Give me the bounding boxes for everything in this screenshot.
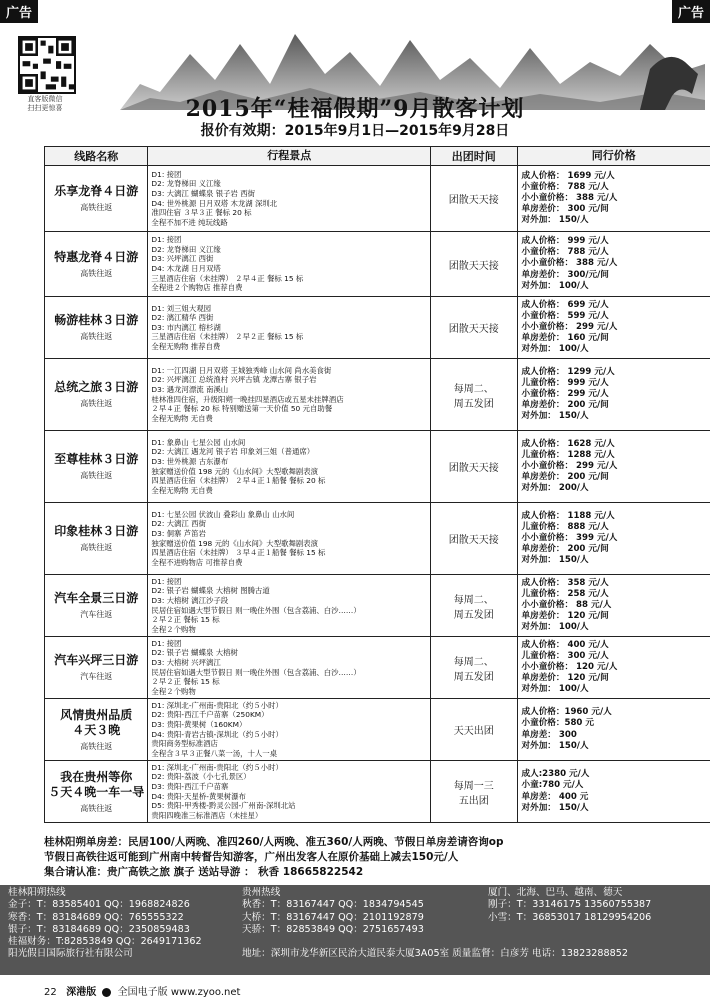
- table-row: [45, 166, 710, 232]
- price-line: 对外加： 100/人: [521, 684, 589, 695]
- route-transport: 汽车往返: [80, 672, 113, 681]
- price-line: 小小童价格： 299 元/人: [521, 460, 618, 471]
- departure-text: 每周二、: [453, 594, 494, 606]
- table-row: [45, 359, 710, 431]
- itinerary-line: 全程２个购物: [151, 624, 196, 634]
- route-name-cell: [45, 359, 148, 431]
- route-name-cell: [45, 166, 148, 232]
- price-line: 单房差价： 300/元/间: [521, 269, 609, 280]
- header-itinerary: 行程景点: [148, 147, 431, 166]
- departure-text: 团散天天接: [448, 260, 499, 272]
- contact-line: 天骄：T：82853849 QQ：2751657493: [242, 923, 424, 935]
- route-transport: 高铁往返: [80, 543, 113, 552]
- itinerary-line: 民居住宿如遇大型节假日 则一晚住外围（包含荔浦、白沙……）: [151, 605, 361, 615]
- itinerary-line: D3: 侗寨 芦笛岩: [151, 528, 206, 538]
- departure-text: 团散天天接: [448, 195, 499, 206]
- price-line: 成人:2380 元/人: [521, 769, 590, 780]
- price-line: 儿童价格： 300 元/人: [521, 650, 609, 661]
- validity-period: 报价有效期：2015年9月1日—2015年9月28日: [200, 123, 510, 139]
- route-name: 汽车兴坪三日游: [54, 653, 139, 667]
- header-route-name: 线路名称: [45, 147, 148, 166]
- page-footer: [44, 983, 240, 998]
- itinerary-line: 四星酒店住宿（未挂牌） ２早４正１船餐 餐标 20 标: [151, 476, 326, 486]
- itinerary-line: 全程不加不进 纯玩线路: [151, 217, 228, 227]
- ad-tag-right: 广告: [672, 0, 710, 23]
- price-line: 成人价格：1960 元/人: [521, 707, 612, 718]
- route-name-cell: [45, 637, 148, 699]
- price-cell: [517, 637, 710, 699]
- itinerary-cell: [148, 359, 431, 431]
- itinerary-line: D1: 接团: [151, 169, 182, 179]
- itinerary-line: D2: 漓江精华 西街: [151, 313, 214, 323]
- departure-cell: [431, 359, 517, 431]
- departure-cell: [431, 503, 517, 575]
- price-line: 小童价格： 299 元/人: [521, 388, 609, 399]
- itinerary-line: 准四住宿 ３早３正 餐标 20 标: [151, 208, 252, 218]
- itinerary-line: 全程进２个购物店 推荐自费: [151, 283, 243, 293]
- itinerary-line: 全程无购物 无自费: [151, 413, 213, 423]
- route-name: 总统之旅３日游: [54, 380, 139, 394]
- price-line: 单房差价： 200 元/间: [521, 400, 609, 411]
- price-cell: [517, 699, 710, 761]
- page-number: 22: [44, 987, 57, 998]
- price-line: 儿童价格： 888 元/人: [521, 521, 609, 532]
- table-row: [45, 637, 710, 699]
- price-line: 单房差价： 200 元/间: [521, 472, 609, 483]
- itinerary-line: D2: 银子岩 蝴蝶泉 大榕树 图腾古道: [151, 586, 270, 596]
- table-row: [45, 575, 710, 637]
- route-name: 印象桂林３日游: [54, 524, 139, 538]
- page-title: 2015年“桂福假期”9月散客计划: [185, 96, 525, 122]
- departure-text: 五出团: [458, 795, 489, 807]
- price-line: 小小童价格： 88 元/人: [521, 599, 612, 610]
- price-line: 小小童价格： 399 元/人: [521, 532, 618, 543]
- route-name: 乐享龙脊４日游: [54, 184, 139, 198]
- itinerary-line: D2: 兴坪漓江 总统渔村 兴坪古镇 龙潭古寨 银子岩: [151, 375, 317, 385]
- itinerary-line: D3: 贵阳-黄果树（160KM）: [151, 719, 247, 729]
- price-line: 对外加： 150/人: [521, 740, 589, 751]
- departure-text: 周五发团: [453, 609, 494, 621]
- price-line: 成人价格： 1188 元/人: [521, 510, 615, 521]
- itinerary-line: 全程不进购物店 可推荐自费: [151, 557, 243, 567]
- contact-line: 刚子：T：33146175 13560755387: [488, 899, 652, 911]
- price-line: 小小童价格： 299 元/人: [521, 321, 618, 332]
- price-cell: [517, 503, 710, 575]
- note-line: 桂林阳朔单房差：民居100/人两晚、准四260/人两晚、准五360/人两晚、节假日单房差请咨询op: [44, 836, 504, 848]
- departure-cell: [431, 699, 517, 761]
- departure-cell: [431, 637, 517, 699]
- note-line: 集合请认准：贵广高铁之旅 旗子 送站导游 ： 秋香 18665822542: [44, 866, 364, 878]
- route-name: 汽车全景三日游: [54, 591, 139, 605]
- table-row: [45, 699, 710, 761]
- itinerary-cell: [148, 637, 431, 699]
- itinerary-cell: [148, 431, 431, 503]
- contact-column-other: [488, 887, 651, 924]
- header-price: 同行价格: [517, 147, 710, 166]
- itinerary-line: 三星酒店住宿（未挂牌） ２早２正 餐标 15 标: [151, 332, 304, 342]
- itinerary-line: D3: 贵阳-西江千户苗寨: [151, 781, 229, 791]
- price-line: 小童:780 元/人: [521, 780, 584, 791]
- itinerary-line: D1: 深圳北-广州南-贵阳北（约５小时）: [151, 700, 283, 710]
- price-cell: [517, 575, 710, 637]
- route-name-cell: [45, 699, 148, 761]
- price-line: 单房差价： 120 元/间: [521, 673, 609, 684]
- itinerary-line: D4: 贵阳-天星桥-黄果树瀑布: [151, 791, 246, 801]
- itinerary-cell: [148, 232, 431, 297]
- price-line: 单房差： 300: [521, 729, 577, 740]
- itinerary-line: 全程无购物 推荐自费: [151, 341, 221, 351]
- route-transport: 高铁往返: [80, 471, 113, 480]
- price-cell: [517, 297, 710, 359]
- itinerary-line: D4: 贵阳-青岩古镇-深圳北（约５小时）: [151, 729, 283, 739]
- route-transport: 高铁往返: [80, 332, 113, 341]
- itinerary-line: D2: 贵阳-西江千户苗寨（250KM）: [151, 710, 269, 720]
- itinerary-cell: [148, 575, 431, 637]
- departure-cell: [431, 232, 517, 297]
- route-name-cell: [45, 297, 148, 359]
- price-line: 小童价格：580 元: [521, 718, 594, 729]
- route-name-line2: ５天４晚一车一导: [48, 784, 145, 799]
- contact-line: 厦门、北海、巴马、越南、德天: [488, 887, 623, 898]
- contact-bar: [0, 885, 710, 975]
- price-line: 成人价格： 358 元/人: [521, 577, 609, 588]
- price-line: 对外加： 100/人: [521, 622, 589, 633]
- itinerary-line: D2: 大漓江 西街: [151, 519, 206, 529]
- route-name: 风情贵州品质: [60, 707, 133, 722]
- contact-line: 桂福财务：T:82853849 QQ：2649171362: [8, 936, 202, 948]
- itinerary-line: 贵阳商务型标准酒店: [151, 739, 218, 749]
- departure-cell: [431, 431, 517, 503]
- route-transport: 汽车往返: [80, 610, 113, 619]
- itinerary-cell: [148, 297, 431, 359]
- ad-tag-left: 广告: [0, 0, 38, 23]
- tour-price-table: [44, 146, 710, 823]
- itinerary-line: 四星酒店住宿（未挂牌） ３早４正１船餐 餐标 15 标: [151, 548, 326, 558]
- departure-text: 周五发团: [453, 398, 494, 410]
- edition-label: 深港版: [66, 987, 97, 998]
- price-line: 小小童价格： 388 元/人: [521, 192, 618, 203]
- itinerary-line: D3: 世外桃源 古东瀑布: [151, 456, 229, 466]
- itinerary-line: D2: 龙脊梯田 义江缘: [151, 179, 221, 189]
- route-name-line2: ４天３晚: [72, 722, 121, 737]
- itinerary-line: D1: 七星公园 伏波山 叠彩山 象鼻山 山水间: [151, 509, 295, 519]
- price-cell: [517, 761, 710, 823]
- itinerary-line: D3: 市内漓江 榕杉湖: [151, 322, 221, 332]
- qr-caption-line1: 直客版微信: [27, 95, 63, 103]
- itinerary-line: 全程２个购物: [151, 686, 196, 696]
- itinerary-line: D3: 大榕树 漓江沙子段: [151, 595, 229, 605]
- table-header-row: [45, 147, 710, 166]
- price-line: 成人价格： 1628 元/人: [521, 438, 615, 449]
- table-row: [45, 761, 710, 823]
- itinerary-cell: [148, 761, 431, 823]
- contact-line: 大桥：T：83167447 QQ：2101192879: [242, 911, 424, 923]
- price-line: 成人价格： 999 元/人: [521, 236, 609, 247]
- departure-text: 每周二、: [453, 656, 494, 668]
- price-line: 儿童价格： 258 元/人: [521, 588, 609, 599]
- departure-text: 天天出团: [453, 726, 494, 737]
- price-line: 小小童价格： 120 元/人: [521, 661, 618, 672]
- price-line: 成人价格： 1699 元/人: [521, 170, 615, 181]
- departure-text: 团散天天接: [448, 324, 499, 335]
- price-line: 对外加： 100/人: [521, 344, 589, 355]
- price-line: 小童价格： 788 元/人: [521, 181, 609, 192]
- price-line: 单房差价： 300 元/间: [521, 204, 609, 215]
- itinerary-line: D2: 贵阳-荔波（小七孔景区）: [151, 772, 251, 782]
- route-name: 特惠龙脊４日游: [54, 249, 139, 264]
- departure-cell: [431, 575, 517, 637]
- itinerary-line: 全程含３早３正餐八菜一汤，十人一桌: [151, 748, 278, 758]
- itinerary-line: D2: 银子岩 蝴蝶泉 大榕树: [151, 648, 238, 658]
- price-line: 成人价格： 699 元/人: [521, 299, 609, 310]
- contact-line: 秋香：T：83167447 QQ：1834794545: [242, 899, 424, 911]
- itinerary-line: 独家赠送价值 198 元的《山水间》大型歌舞剧表演: [151, 466, 319, 476]
- route-name-cell: [45, 431, 148, 503]
- price-line: 成人价格： 400 元/人: [521, 639, 609, 650]
- itinerary-line: D1: 象鼻山 七星公园 山水间: [151, 437, 246, 447]
- publisher-logo-icon: [102, 988, 111, 997]
- itinerary-line: D1: 深圳北-广州南-贵阳北（约５小时）: [151, 762, 283, 772]
- route-name: 畅游桂林３日游: [54, 313, 139, 327]
- itinerary-line: D2: 龙脊梯田 义江缘: [151, 244, 221, 254]
- price-line: 小小童价格： 388 元/人: [521, 258, 618, 269]
- price-line: 对外加： 150/人: [521, 555, 589, 566]
- departure-cell: [431, 297, 517, 359]
- price-line: 儿童价格： 999 元/人: [521, 377, 609, 388]
- table-row: [45, 431, 710, 503]
- price-cell: [517, 166, 710, 232]
- contact-address: 地址：深圳市龙华新区民治大道民泰大厦3A05室 质量监督：白彦芳 电话：13823288852: [242, 948, 628, 960]
- table-row: [45, 232, 710, 297]
- itinerary-line: ２早２正 餐标 15 标: [151, 677, 220, 687]
- price-line: 对外加： 100/人: [521, 280, 589, 291]
- departure-text: 每周二、: [453, 383, 494, 395]
- website-label: 全国电子版 www.zyoo.net: [117, 987, 241, 998]
- route-transport: 高铁往返: [80, 399, 113, 408]
- departure-text: 每周一三: [453, 780, 494, 792]
- contact-line: 桂林阳朔热线: [8, 887, 66, 898]
- contact-line: 金子：T：83585401 QQ：1968824826: [8, 899, 190, 911]
- itinerary-line: D4: 世外桃源 日月双塔 木龙湖 深圳北: [151, 198, 278, 208]
- itinerary-line: D4: 木龙湖 日月双塔: [151, 264, 221, 273]
- notes-section: [44, 835, 704, 880]
- itinerary-line: D1: 刘三姐大观园: [151, 303, 211, 313]
- price-line: 单房差： 400 元: [521, 791, 589, 802]
- table-row: [45, 297, 710, 359]
- qr-code: [18, 36, 76, 94]
- route-name: 我在贵州等你: [60, 769, 133, 784]
- itinerary-line: D1: 接团: [151, 576, 182, 586]
- route-name-cell: [45, 761, 148, 823]
- itinerary-line: 贵阳四晚准三标准酒店（未挂星）: [151, 810, 263, 820]
- price-line: 对外加： 200/人: [521, 483, 589, 494]
- price-line: 单房差价： 120 元/间: [521, 611, 609, 622]
- qr-caption-line2: 扫扫更惊喜: [27, 104, 63, 112]
- price-line: 小童价格： 788 元/人: [521, 247, 609, 258]
- route-name: 至尊桂林３日游: [54, 452, 139, 466]
- itinerary-line: D3: 大漓江 蝴蝶泉 银子岩 西街: [151, 188, 256, 198]
- itinerary-line: D3: 兴坪漓江 西街: [151, 254, 214, 264]
- contact-line: 银子：T：83184689 QQ：2350859483: [8, 923, 190, 935]
- price-cell: [517, 359, 710, 431]
- itinerary-line: 三星酒店住宿（未挂牌） ２早４正 餐标 15 标: [151, 273, 304, 283]
- itinerary-line: 民居住宿如遇大型节假日 则一晚住外围（包含荔浦、白沙……）: [151, 667, 361, 677]
- route-transport: 高铁往返: [80, 803, 113, 813]
- price-line: 对外加： 150/人: [521, 411, 589, 422]
- route-transport: 高铁往返: [80, 203, 113, 212]
- contact-line: 阳光假日国际旅行社有限公司: [8, 948, 133, 960]
- header-departure: 出团时间: [431, 147, 517, 166]
- itinerary-line: 独家赠送价值 198 元的《山水间》大型歌舞剧表演: [151, 538, 319, 548]
- itinerary-line: D1: 接团: [151, 638, 182, 648]
- route-name-cell: [45, 503, 148, 575]
- contact-line: 小雪：T：36853017 18129954206: [488, 911, 652, 923]
- price-line: 小童价格： 599 元/人: [521, 310, 609, 321]
- price-line: 成人价格： 1299 元/人: [521, 366, 615, 377]
- price-line: 单房差价： 160 元/间: [521, 333, 609, 344]
- itinerary-line: ２早４正 餐标 20 标 特别赠送第一天价值 50 元自助餐: [151, 404, 333, 414]
- itinerary-line: D5: 贵阳-甲秀楼-黔灵公园-广州南-深圳北站: [151, 801, 296, 811]
- itinerary-line: 桂林准四住宿，升级阳朔一晚挂四星酒店或五星未挂牌酒店: [151, 394, 344, 404]
- price-cell: [517, 431, 710, 503]
- contact-line: [242, 936, 628, 948]
- contact-line: 寒香：T：83184689 QQ：765555322: [8, 911, 184, 923]
- itinerary-cell: [148, 699, 431, 761]
- table-row: [45, 503, 710, 575]
- contact-line: 贵州热线: [242, 887, 281, 898]
- contact-column-guilin: [8, 887, 202, 961]
- price-line: 单房差价： 200 元/间: [521, 544, 609, 555]
- itinerary-cell: [148, 503, 431, 575]
- itinerary-line: D2: 大漓江 遇龙河 银子岩 印象刘三姐（普通席）: [151, 447, 315, 457]
- header-banner: [0, 0, 710, 145]
- price-line: 儿童价格： 1288 元/人: [521, 449, 615, 460]
- departure-cell: [431, 166, 517, 232]
- route-name-cell: [45, 232, 148, 297]
- departure-text: 周五发团: [453, 671, 494, 683]
- price-cell: [517, 232, 710, 297]
- note-line: 节假日高铁往返可能到广州南中转督告知游客，广州出发客人在原价基础上减去150元/人: [44, 851, 459, 863]
- itinerary-cell: [148, 166, 431, 232]
- price-line: 对外加： 150/人: [521, 802, 589, 813]
- route-name-cell: [45, 575, 148, 637]
- price-line: 对外加： 150/人: [521, 215, 589, 226]
- itinerary-line: ２早２正 餐标 15 标: [151, 615, 220, 625]
- departure-text: 团散天天接: [448, 535, 499, 546]
- departure-cell: [431, 761, 517, 823]
- itinerary-line: 全程无购物 无自费: [151, 485, 213, 495]
- route-transport: 高铁往返: [80, 741, 113, 751]
- departure-text: 团散天天接: [448, 463, 499, 474]
- route-transport: 高铁往返: [80, 268, 113, 278]
- itinerary-line: D1: 一江四湖 日月双塔 王城独秀峰 山水间 尚水美食街: [151, 365, 332, 375]
- itinerary-line: D3: 遇龙河漂流 南溪山: [151, 384, 229, 394]
- itinerary-line: D1: 接团: [151, 235, 182, 245]
- itinerary-line: D3: 大榕树 兴坪漓江: [151, 657, 221, 667]
